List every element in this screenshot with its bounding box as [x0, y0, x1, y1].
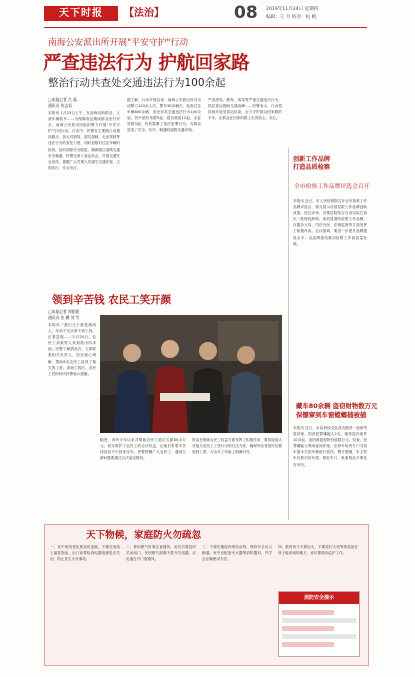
box-body-1: 一、家中电线老化要及时更换，不要在电线上悬挂物品，出门前要检查电器电源是否关闭，防止发生火灾事故。: [50, 545, 120, 562]
box-column-2: [126, 544, 196, 660]
lead-byline: □本报记者 吕 磊 通讯员 张志恒: [48, 97, 77, 108]
feature-column-1: [48, 309, 96, 519]
lead-column-1: [48, 97, 120, 285]
lead-headline: 严查违法行为 护航回家路: [43, 53, 250, 74]
box-column-4: [278, 544, 358, 588]
ad-body: [279, 604, 359, 653]
sidebar-body-2: 本报讯 近日，市局刑侦支队成功破获一起系列盗窃案，抓获犯罪嫌疑人2名，破获盗窃案件10余起，追回被盗财物价值数万元。经查，犯罪嫌疑人利用夜间作案，在停车场内专门寻找车窗未关的车辆进行盗窃。警方提醒，车主停车后要关好车窗、锁好车门，贵重物品不要放在车内。: [293, 426, 367, 467]
lead-body-1: 本报讯 1月23日上午，在南海岛屿附近，人流车辆较多……为保障春运期间群众出行安全，南海公安派出所组织警力开展"平安守护"专项行动。行动中，民警在主要路口设置执勤点，加大对酒驾、超员超载、无证驾驶等违法行为的查处力度，同时加强对过往车辆的检查，及时消除安全隐患，确保辖区道路交通安全畅通。民警还深入客运站点，开展交通安全宣传，提醒广大司乘人员遵守交通法规，文明出行、安全出行。: [48, 111, 120, 170]
feature-headline: 领到辛苦钱 农民工笑开颜: [52, 294, 172, 306]
sidebar-headline-2: 藏车80余辆 盗窃财物数万元 保镖窜到车窗螳螂捕被捕: [296, 402, 378, 419]
sidebar-divider: [288, 148, 289, 520]
feature-body-3: 资金在保障农民工权益方面发挥了积极作用，要持续加大对拖欠农民工工资行为的打击力度，确保劳动者按时足额领到工资，为全年工作画上圆满句号。: [192, 438, 282, 455]
page-number: 08: [234, 3, 258, 23]
news-photo-image: [100, 315, 282, 433]
sidebar-headline: 创新工作品牌 打造品质检察: [293, 156, 331, 171]
ad-title: 消防安全提示: [279, 592, 359, 604]
issue-date: 2019年11月24日 星期四: [266, 7, 319, 12]
lead-kicker: 南海公安派出所开展"平安守护"行动: [48, 38, 189, 48]
sidebar-column-2: [293, 425, 367, 520]
feature-body-1: 本报讯 "我们几个都是湘西人，年前干完活拿不到工钱，正着急呢……"1月20日，农民工刘某等人来到派出所求助。民警了解情况后，立即联系相关负责人，经过耐心调解，帮助8名农民工追回了拖欠的工资。拿到工钱后，农民工们纷纷向民警表示感谢。: [48, 323, 96, 376]
section-label: 【法治】: [124, 8, 164, 19]
lead-body-3: 严查酒驾、醉驾、毒驾等严重交通违法行为，抓住春运期间交通高峰……民警表示，行动将持续开展至春运结束，全力守护群众回家路的平安，让群众在回家的路上走得放心、安心。: [208, 98, 282, 121]
news-photo: [100, 315, 282, 433]
feature-column-2: [100, 437, 186, 519]
newspaper-logo: 天下时报: [44, 6, 118, 21]
box-column-3: [202, 544, 272, 660]
sidebar-subhead: 全市检察工作品牌评选会召开: [294, 184, 370, 190]
feature-column-3: [192, 437, 282, 519]
sidebar-column-1: [293, 198, 367, 398]
fire-safety-title: 天下物候，家庭防火勿疏忽: [86, 530, 202, 541]
feature-byline: □本报记者 周阳阳 通讯员 张 鹏 刘 雪: [48, 309, 80, 320]
box-column-1: [50, 544, 120, 660]
box-body-3: 三、不要在楼道内堆放杂物，保持安全出口畅通。家中应配备灭火器等消防器材，并学会正确使用方法。: [202, 545, 272, 562]
sidebar-body-1: 本报讯 近日，市人民检察院召开全市检察工作品牌评选会，重点展示各基层院工作品牌创新成果。经过评审，各基层院结合自身实际打造出一批特色鲜明、成效显著的检察工作品牌，在服务大局、司法为民、法律监督等方面发挥了积极作用。会议强调，要进一步提升品牌建设水平，以品牌建设推动检察工作高质量发展。: [293, 199, 367, 246]
editor-credits: 编辑：王 月 校对：杭 帆: [266, 15, 317, 20]
lead-subhead: 整治行动共查处交通违法行为100余起: [48, 77, 226, 89]
lead-column-3: [208, 97, 282, 285]
masthead: [0, 0, 415, 30]
lead-body-2: 据了解，行动开展以来，南海公安派出所共出动警力120余人次，警车30余辆次，检查过往车辆800余辆，查处各类交通违法行为100余起，其中酒后驾驶5起、超员载客12起、无证驾驶3起，有效震慑了违法犯罪行为，为群众营造了安全、有序、畅通的道路交通环境。: [127, 98, 201, 133]
box-body-2: 二、使用燃气时要注意通风，用完后要及时关闭阀门，发现燃气泄漏不要开关电器，应迅速打开门窗通风。: [126, 545, 196, 562]
box-body-4: 四、教育孩子不要玩火，不要将打火机等物品放在孩子能拿到的地方，家长要做好监护工作。: [278, 545, 358, 556]
lead-column-2: [127, 97, 201, 285]
fire-safety-ad: [278, 591, 360, 657]
masthead-rule: [44, 27, 367, 28]
feature-body-2: 据悉，该所今年以来共帮助农民工追讨欠薪80余万元，切实维护了农民工的合法权益，让他们带着辛苦钱高高兴兴回家过年。民警提醒广大农民工，遇到欠薪问题要通过合法途径维权。: [100, 438, 186, 461]
